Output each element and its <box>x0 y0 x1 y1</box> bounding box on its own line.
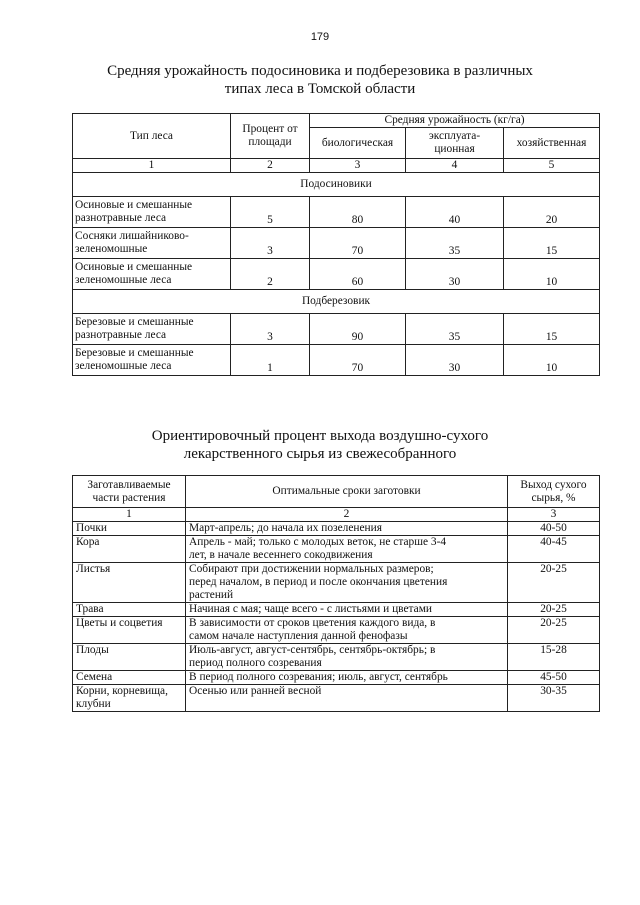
timing-line: лет, в начале весеннего сокодвижения <box>189 549 373 561</box>
timing-cell <box>186 536 508 563</box>
exploitation-header-line1: эксплуата- <box>428 130 481 142</box>
timing-line: период полного созревания <box>189 657 322 669</box>
raw-material-table <box>72 475 600 712</box>
section-title: Подберезовик <box>73 290 600 314</box>
timing-line: Март-апрель; до начала их позеленения <box>189 522 382 534</box>
timing-line: перед началом, в период и после окончания цветения <box>189 576 448 588</box>
area-percent-header-line2: площади <box>248 136 292 148</box>
econ-cell: 20 <box>504 197 600 228</box>
yield-cell: 30-35 <box>508 685 600 712</box>
part-cell <box>73 685 186 712</box>
timing-line: В период полного созревания; июль, август, сентябрь <box>189 671 448 683</box>
forest-type-cell <box>73 314 231 345</box>
area-percent-header <box>231 114 310 159</box>
parts-header-line2: части растения <box>92 491 166 504</box>
forest-type-line: зеленомошные леса <box>75 274 172 286</box>
table-row <box>73 522 600 536</box>
area-percent-header-line1: Процент от <box>242 123 298 135</box>
timing-line: растений <box>189 589 234 601</box>
yield-header-line1: Выход сухого <box>520 478 587 491</box>
yield-cell: 40-45 <box>508 536 600 563</box>
timing-cell <box>186 603 508 617</box>
forest-type-line: зеленомошные леса <box>75 360 172 372</box>
part-line: Листья <box>76 563 111 575</box>
table2-colnum-row <box>73 508 600 522</box>
table-row <box>73 644 600 671</box>
timing-line: Осенью или ранней весной <box>189 685 322 697</box>
exploitation-header-line2: ционная <box>434 143 475 155</box>
forest-type-cell <box>73 197 231 228</box>
forest-type-cell <box>73 259 231 290</box>
bio-cell: 70 <box>310 228 406 259</box>
percent-cell: 1 <box>231 345 310 376</box>
timing-line: самом начале наступления данной фенофазы <box>189 630 408 642</box>
yield-table <box>72 113 600 376</box>
table1-title-line2: типах леса в Томской области <box>224 81 416 97</box>
yield-cell: 20-25 <box>508 603 600 617</box>
table2-header-row <box>73 476 600 508</box>
section-row <box>73 290 600 314</box>
timing-line: Апрель - май; только с молодых веток, не старше 3-4 <box>189 536 447 548</box>
timing-line: Собирают при достижении нормальных размеров; <box>189 563 434 575</box>
table2-title-line2: лекарственного сырья из свежесобранного <box>183 446 457 462</box>
yield-cell: 20-25 <box>508 617 600 644</box>
yield-cell: 20-25 <box>508 563 600 603</box>
timing-header: Оптимальные сроки заготовки <box>186 476 508 508</box>
bio-cell: 70 <box>310 345 406 376</box>
col-number: 4 <box>406 159 504 173</box>
forest-type-line: Березовые и смешанные <box>75 316 194 328</box>
part-cell <box>73 522 186 536</box>
bio-cell: 90 <box>310 314 406 345</box>
table-row <box>73 259 600 290</box>
forest-type-line: разнотравные леса <box>75 212 167 224</box>
table-row <box>73 671 600 685</box>
expl-cell: 40 <box>406 197 504 228</box>
expl-cell: 30 <box>406 259 504 290</box>
exploitation-header <box>406 128 504 159</box>
part-line: Семена <box>76 671 113 683</box>
part-line: Корни, корневища, <box>76 685 168 697</box>
expl-cell: 35 <box>406 228 504 259</box>
part-line: Кора <box>76 536 100 548</box>
part-cell <box>73 617 186 644</box>
avg-yield-header: Средняя урожайность (кг/га) <box>310 114 600 128</box>
table1-title-line1: Средняя урожайность подосиновика и подберезовика в различных <box>107 63 533 79</box>
table-row <box>73 228 600 259</box>
timing-cell <box>186 671 508 685</box>
timing-line: Июль-август, август-сентябрь, сентябрь-октябрь; в <box>189 644 436 656</box>
part-cell <box>73 671 186 685</box>
col-number: 5 <box>504 159 600 173</box>
forest-type-line: Сосняки лишайниково- <box>75 230 189 242</box>
section-row <box>73 173 600 197</box>
yield-header-line2: сырья, % <box>531 491 576 504</box>
forest-type-line: Березовые и смешанные <box>75 347 194 359</box>
econ-cell: 15 <box>504 228 600 259</box>
table1-colnum-row <box>73 159 600 173</box>
table-row <box>73 536 600 563</box>
part-cell <box>73 563 186 603</box>
forest-type-header: Тип леса <box>73 114 231 159</box>
yield-header <box>508 476 600 508</box>
section-title: Подосиновики <box>73 173 600 197</box>
bio-cell: 80 <box>310 197 406 228</box>
economic-header: хозяйственная <box>504 128 600 159</box>
timing-cell <box>186 522 508 536</box>
percent-cell: 5 <box>231 197 310 228</box>
forest-type-line: Осиновые и смешанные <box>75 261 193 273</box>
col-number: 3 <box>508 508 600 522</box>
table-row <box>73 603 600 617</box>
expl-cell: 35 <box>406 314 504 345</box>
percent-cell: 3 <box>231 314 310 345</box>
econ-cell: 15 <box>504 314 600 345</box>
forest-type-line: зеленомошные <box>75 243 148 255</box>
table2-title-line1: Ориентировочный процент выхода воздушно-сухого <box>151 428 489 444</box>
table-row <box>73 314 600 345</box>
table2-title <box>0 427 640 463</box>
yield-cell: 15-28 <box>508 644 600 671</box>
table-row <box>73 617 600 644</box>
table1-title <box>0 62 640 98</box>
timing-cell <box>186 644 508 671</box>
part-line: Трава <box>76 603 104 615</box>
forest-type-line: Осиновые и смешанные <box>75 199 193 211</box>
table-row <box>73 345 600 376</box>
table-row <box>73 563 600 603</box>
part-cell <box>73 644 186 671</box>
biological-header: биологическая <box>310 128 406 159</box>
timing-cell <box>186 617 508 644</box>
percent-cell: 2 <box>231 259 310 290</box>
parts-header <box>73 476 186 508</box>
col-number: 1 <box>73 159 231 173</box>
col-number: 1 <box>73 508 186 522</box>
forest-type-cell <box>73 228 231 259</box>
econ-cell: 10 <box>504 259 600 290</box>
part-cell <box>73 603 186 617</box>
col-number: 2 <box>186 508 508 522</box>
percent-cell: 3 <box>231 228 310 259</box>
page-number: 179 <box>310 31 330 43</box>
col-number: 3 <box>310 159 406 173</box>
parts-header-line1: Заготавливаемые <box>87 478 171 491</box>
part-line: Цветы и соцветия <box>76 617 163 629</box>
part-cell <box>73 536 186 563</box>
table-row <box>73 685 600 712</box>
part-line: Плоды <box>76 644 109 656</box>
forest-type-line: разнотравные леса <box>75 329 167 341</box>
timing-line: Начиная с мая; чаще всего - с листьями и цветами <box>189 603 433 615</box>
forest-type-cell <box>73 345 231 376</box>
timing-cell <box>186 685 508 712</box>
econ-cell: 10 <box>504 345 600 376</box>
table-row <box>73 197 600 228</box>
timing-line: В зависимости от сроков цветения каждого вида, в <box>189 617 436 629</box>
part-line: Почки <box>76 522 107 534</box>
timing-cell <box>186 563 508 603</box>
table1-header-row <box>73 114 600 128</box>
part-line: клубни <box>76 698 111 710</box>
col-number: 2 <box>231 159 310 173</box>
yield-cell: 45-50 <box>508 671 600 685</box>
yield-cell: 40-50 <box>508 522 600 536</box>
expl-cell: 30 <box>406 345 504 376</box>
bio-cell: 60 <box>310 259 406 290</box>
